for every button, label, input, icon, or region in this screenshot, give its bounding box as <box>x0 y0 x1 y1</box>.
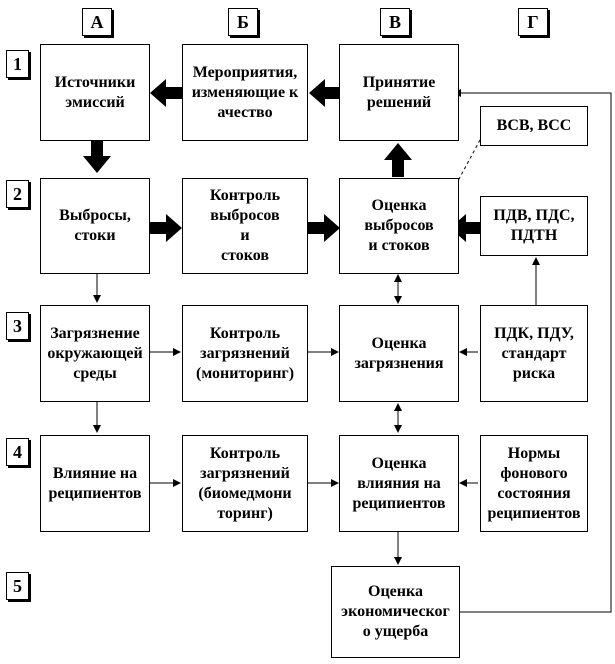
pdk-pdu-risk-box: ПДК, ПДУ, стандарт риска <box>480 305 588 402</box>
row-label-2: 2 <box>6 180 29 208</box>
column-label-g: Г <box>518 8 548 36</box>
thick-arrow-v1-to-b1 <box>309 79 339 107</box>
emissions-control-box: Контроль выбросов и стоков <box>182 178 308 274</box>
emission-sources-box: Источники эмиссий <box>40 44 150 141</box>
environment-pollution-box: Загрязнение окружающей среды <box>40 305 150 402</box>
row-label-3: 3 <box>6 312 29 340</box>
pollution-assessment-box: Оценка загрязнения <box>339 305 459 402</box>
column-label-b: Б <box>228 8 258 36</box>
recipient-impact-assessment-box: Оценка влияния на реципиентов <box>339 435 459 532</box>
vsv-vss-box: ВСВ, ВСС <box>480 106 588 146</box>
thick-arrow-a2-to-b2 <box>150 214 182 242</box>
pdv-pds-pdtn-box: ПДВ, ПДС, ПДТН <box>480 196 588 256</box>
column-label-v: В <box>380 8 410 36</box>
emissions-assessment-box: Оценка выбросов и стоков <box>339 178 459 274</box>
column-label-a: А <box>82 8 112 36</box>
emissions-discharges-box: Выбросы, стоки <box>40 178 150 274</box>
quality-measures-box: Мероприятия, изменяющие качество <box>182 44 308 141</box>
row-label-5: 5 <box>6 572 29 600</box>
pollution-control-box: Контроль загрязнений (мониторинг) <box>182 305 308 402</box>
recipient-impact-box: Влияние на реципиентов <box>40 435 150 532</box>
decision-making-box: Принятие решений <box>339 44 459 141</box>
thick-arrow-v2-to-v1 <box>384 143 412 177</box>
thick-arrow-b1-to-a1 <box>150 79 182 107</box>
economic-damage-box: Оценка экономическог о ущерба <box>331 566 460 658</box>
background-norms-box: Нормы фонового состояния реципиентов <box>480 435 588 532</box>
thick-arrow-b2-to-v2 <box>308 214 340 242</box>
row-label-1: 1 <box>6 50 29 78</box>
thick-arrow-a1-to-a2 <box>83 141 111 173</box>
biomonitoring-box: Контроль загрязнений (биомедмони торинг) <box>182 435 308 532</box>
row-label-4: 4 <box>6 438 29 466</box>
